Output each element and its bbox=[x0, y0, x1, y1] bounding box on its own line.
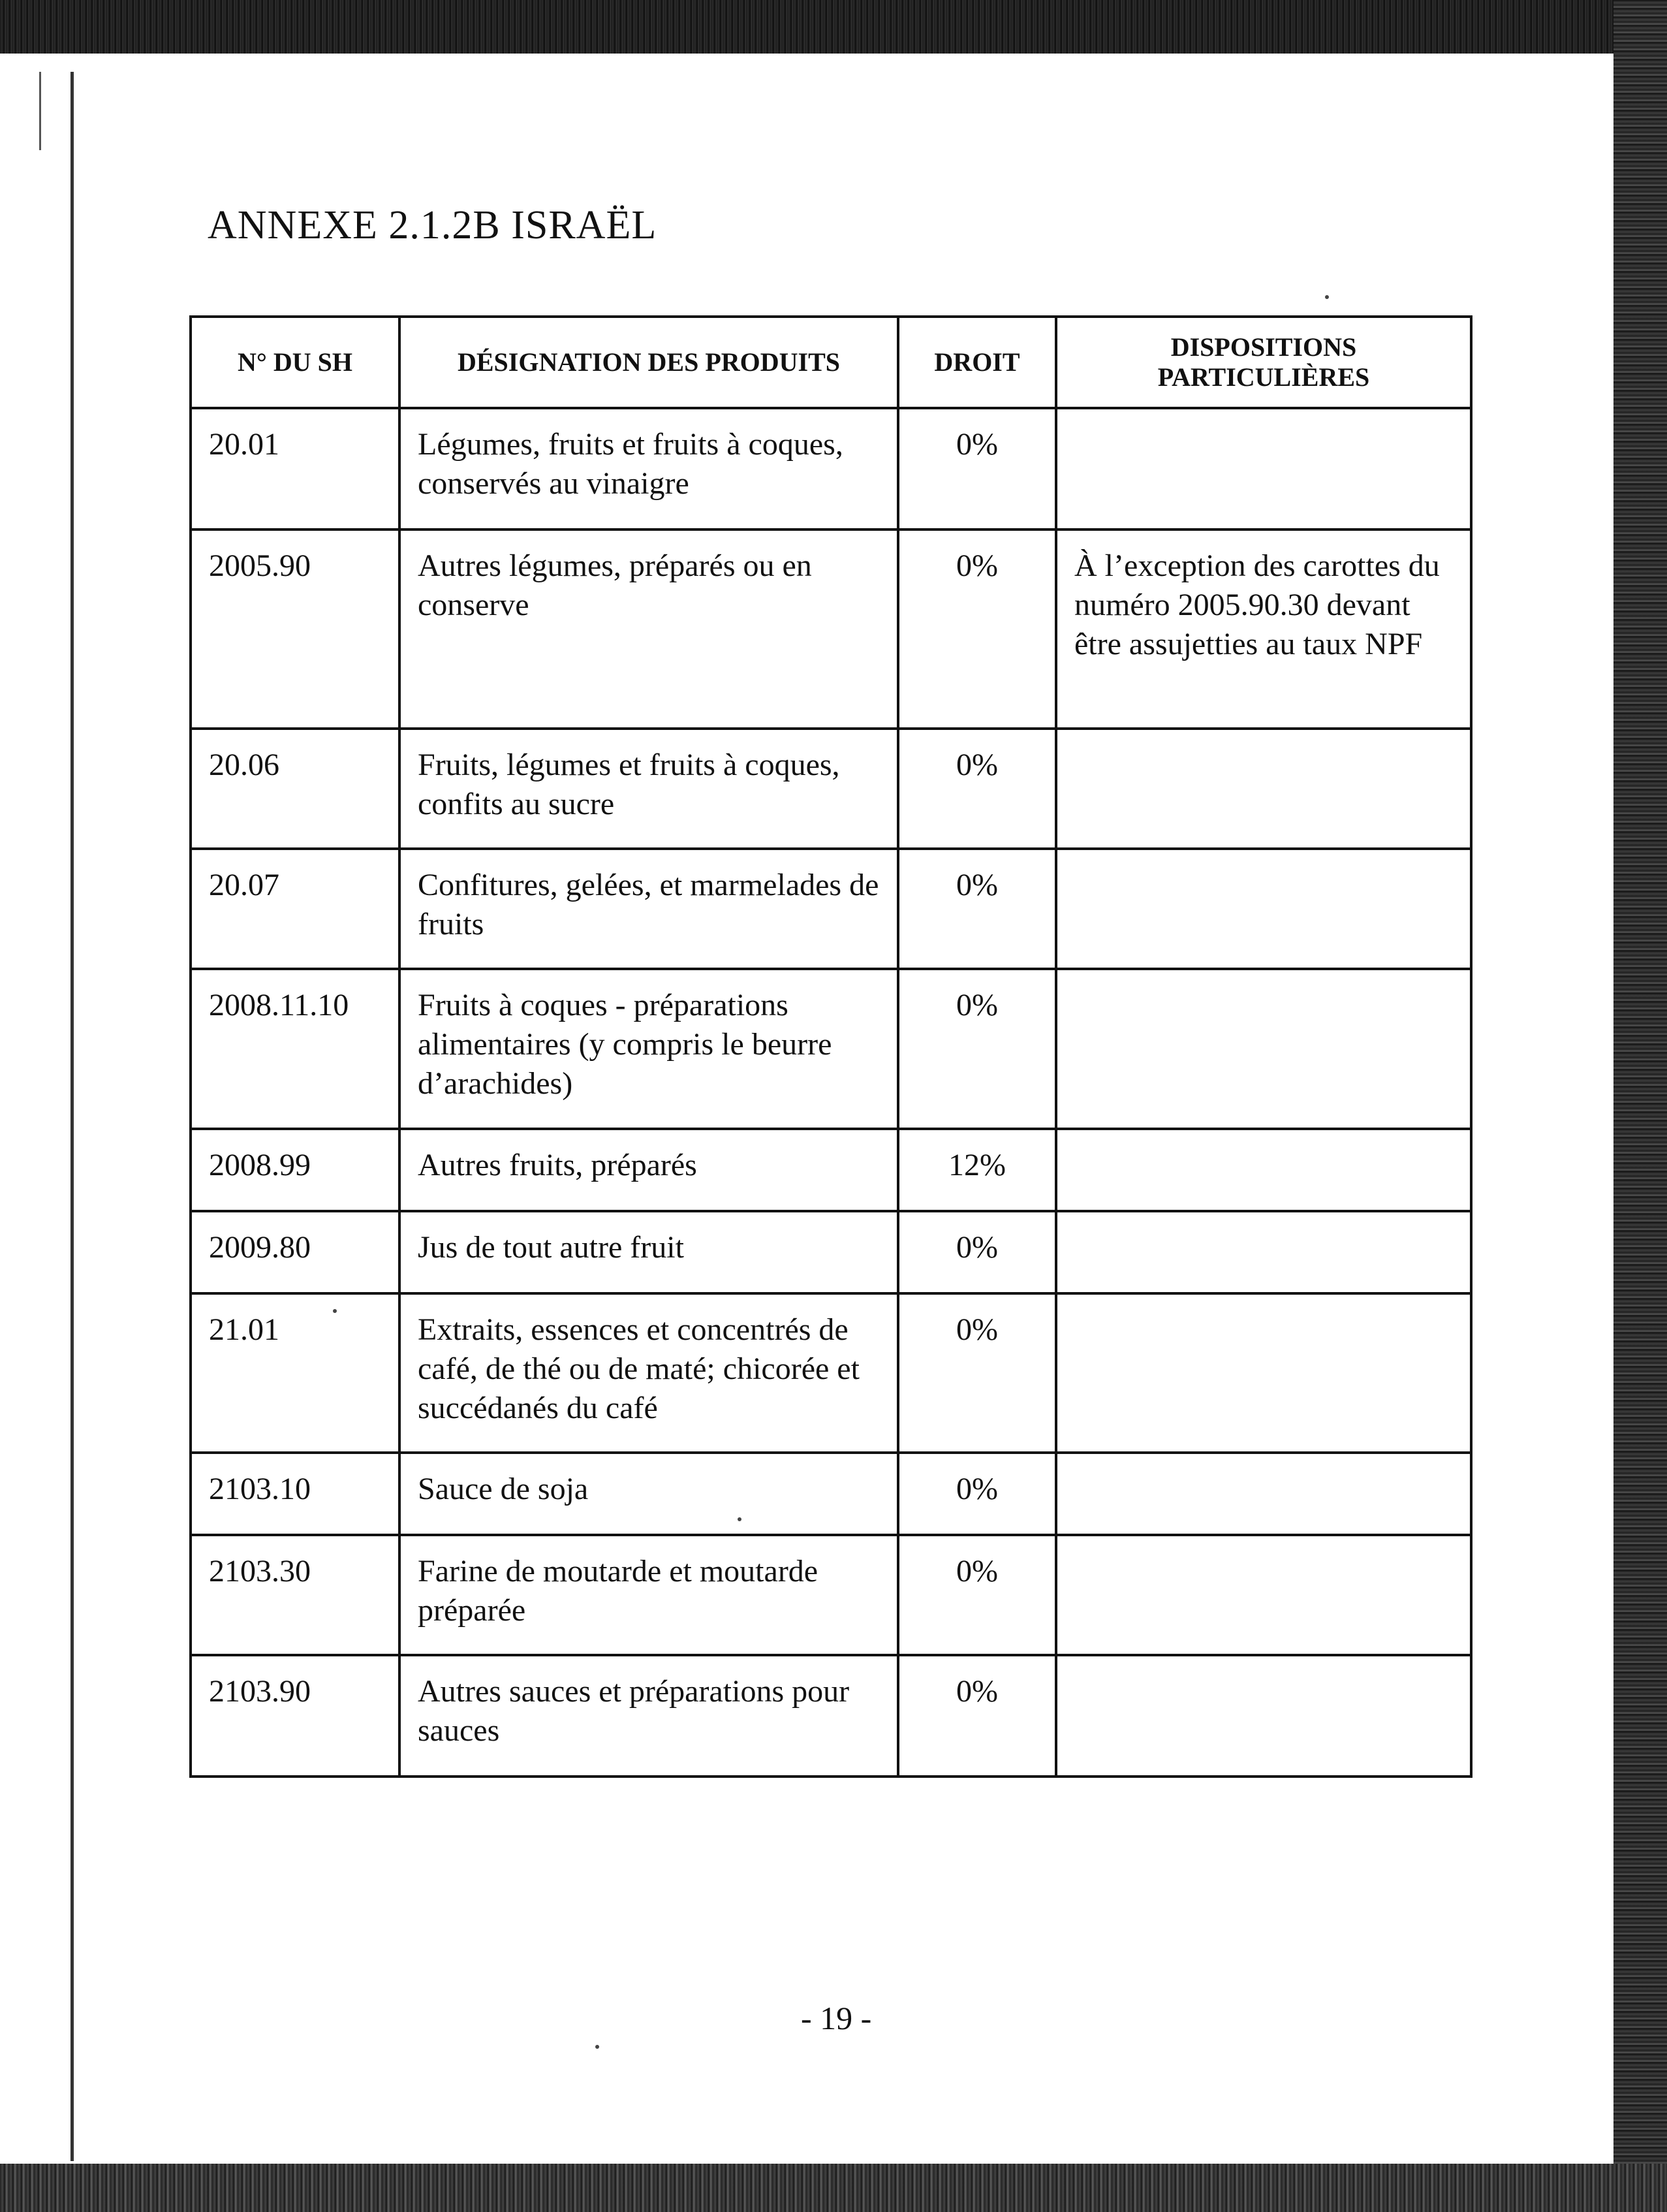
binding-mark bbox=[39, 72, 41, 150]
scan-speck bbox=[333, 1309, 337, 1313]
duty-rate: 0% bbox=[898, 1535, 1056, 1655]
table-row bbox=[191, 1655, 1471, 1777]
duty-rate: 0% bbox=[898, 1293, 1056, 1453]
duty-rate: 0% bbox=[898, 1655, 1056, 1777]
special-provisions bbox=[1056, 849, 1471, 969]
table-header-row bbox=[191, 317, 1471, 408]
product-designation: Sauce de soja bbox=[399, 1453, 898, 1535]
special-provisions: À l’exception des carottes du numéro 2005.90.30 devant être assujetties au taux NPF bbox=[1056, 529, 1471, 729]
binding-line bbox=[70, 72, 74, 2161]
header-designation: DÉSIGNATION DES PRODUITS bbox=[399, 317, 898, 408]
hs-code: 2103.30 bbox=[191, 1535, 399, 1655]
header-hs-number: N° DU SH bbox=[191, 317, 399, 408]
hs-code: 2103.90 bbox=[191, 1655, 399, 1777]
hs-code: 20.01 bbox=[191, 408, 399, 529]
hs-code: 2009.80 bbox=[191, 1211, 399, 1293]
scan-speck bbox=[1325, 295, 1329, 299]
table-row bbox=[191, 1211, 1471, 1293]
hs-code: 2005.90 bbox=[191, 529, 399, 729]
duty-rate: 0% bbox=[898, 408, 1056, 529]
duty-rate: 0% bbox=[898, 1211, 1056, 1293]
hs-code: 21.01 bbox=[191, 1293, 399, 1453]
hs-code: 20.06 bbox=[191, 729, 399, 849]
scan-speck bbox=[738, 1517, 741, 1521]
special-provisions bbox=[1056, 1129, 1471, 1211]
duty-rate: 0% bbox=[898, 849, 1056, 969]
hs-code: 20.07 bbox=[191, 849, 399, 969]
product-designation: Autres fruits, préparés bbox=[399, 1129, 898, 1211]
duty-rate: 0% bbox=[898, 1453, 1056, 1535]
scan-border-top bbox=[0, 0, 1667, 54]
product-designation: Légumes, fruits et fruits à coques, conservés au vinaigre bbox=[399, 408, 898, 529]
table-row bbox=[191, 1535, 1471, 1655]
table-row bbox=[191, 408, 1471, 529]
duty-rate: 0% bbox=[898, 969, 1056, 1129]
scan-border-right bbox=[1613, 0, 1667, 2212]
table-row bbox=[191, 1453, 1471, 1535]
duty-rate: 12% bbox=[898, 1129, 1056, 1211]
table-row bbox=[191, 529, 1471, 729]
duty-rate: 0% bbox=[898, 729, 1056, 849]
product-designation: Jus de tout autre fruit bbox=[399, 1211, 898, 1293]
tariff-table bbox=[189, 315, 1472, 1778]
page-number: - 19 - bbox=[801, 2000, 872, 2036]
table-row bbox=[191, 1129, 1471, 1211]
special-provisions bbox=[1056, 729, 1471, 849]
product-designation: Autres légumes, préparés ou en conserve bbox=[399, 529, 898, 729]
table-row bbox=[191, 729, 1471, 849]
special-provisions bbox=[1056, 1655, 1471, 1777]
hs-code: 2008.99 bbox=[191, 1129, 399, 1211]
page-title: ANNEXE 2.1.2B ISRAËL bbox=[208, 203, 657, 247]
special-provisions bbox=[1056, 1453, 1471, 1535]
scan-border-bottom bbox=[0, 2164, 1667, 2212]
table-row bbox=[191, 849, 1471, 969]
header-special-provisions: DISPOSITIONS PARTICULIÈRES bbox=[1056, 317, 1471, 408]
product-designation: Farine de moutarde et moutarde préparée bbox=[399, 1535, 898, 1655]
special-provisions bbox=[1056, 1293, 1471, 1453]
header-rate: DROIT bbox=[898, 317, 1056, 408]
product-designation: Fruits, légumes et fruits à coques, confits au sucre bbox=[399, 729, 898, 849]
table-row bbox=[191, 1293, 1471, 1453]
special-provisions bbox=[1056, 1211, 1471, 1293]
hs-code: 2008.11.10 bbox=[191, 969, 399, 1129]
product-designation: Fruits à coques - préparations alimentaires (y compris le beurre d’arachides) bbox=[399, 969, 898, 1129]
product-designation: Confitures, gelées, et marmelades de fruits bbox=[399, 849, 898, 969]
special-provisions bbox=[1056, 969, 1471, 1129]
special-provisions bbox=[1056, 1535, 1471, 1655]
scan-speck bbox=[595, 2045, 599, 2049]
product-designation: Autres sauces et préparations pour sauces bbox=[399, 1655, 898, 1777]
product-designation: Extraits, essences et concentrés de café, de thé ou de maté; chicorée et succédanés du café bbox=[399, 1293, 898, 1453]
hs-code: 2103.10 bbox=[191, 1453, 399, 1535]
duty-rate: 0% bbox=[898, 529, 1056, 729]
special-provisions bbox=[1056, 408, 1471, 529]
table-row bbox=[191, 969, 1471, 1129]
